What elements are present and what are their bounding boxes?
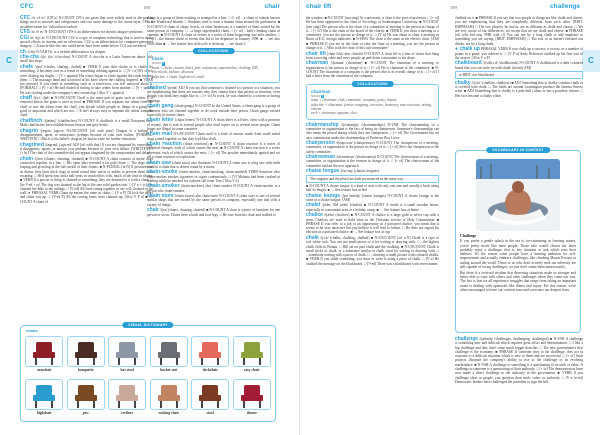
collocations-box-chain: COLLOCATIONS chain NOUN 1 noun + chain: cinema, hotel, pub, restaurant, supermarket; clothing, DIY, electricals, fashion; discount adjective + chain: high-street, retail [147, 51, 280, 83]
definition-text: (chain letters) N-COUNT A chain letter is a letter, often with a promise of money, that is sent to several people who send copies on to several more people. Chain letters are illegal in some countries. [147, 118, 280, 131]
headword[interactable]: chalky [455, 79, 471, 86]
definition-text: (chain-smokes, chain-smoking, chain-smoked) VERB Someone who chain-smokes smokes cigarettes or cigars continuously. □ [V] Melanie had been crushed at waiting while he smoked for a phone call from Tom. [Also V n] [147, 170, 280, 183]
vocabulary-paragraph: But there is a received wisdom that deserving situations make us stronger and better able to cope with others and other challenges when they come our way. The fact is that we all experience struggles that range from taking an important exam to dealing with upheavals like illness and injury. For this reason, we're often encouraged to leave our comfort zone and overcome our deepest fears. [460, 270, 576, 293]
chair-label: recliner [121, 411, 134, 415]
chair-label: bar stool [120, 368, 134, 372]
headword[interactable]: CFS [20, 29, 30, 36]
right-page [300, 0, 600, 435]
definition-text: /siː dʒiː aɪ/ N-UNCOUNT CGI is a type of computer technology that is used to make special effects in cinema and on television. CGI is an abbreviation for computer-generated imagery. □ A movie like this one could never have been made before CGI was invented. [20, 35, 154, 49]
column-2 [147, 16, 280, 218]
headword[interactable]: chain reaction [147, 141, 182, 148]
definition-text: /tʃeɪf/ (chafes, chafing, chafed) ■ VERB If your skin chafes or is chafed by something, it becomes sore as a result of something rubbing against it. □ [V + n] My shorts were chafing my thighs. □ [V + against] His wrists began to chafe against the cords binding them. □ The massage band and scratched at his knee where the chafing lingered. ■ VERB [no passive] If you chafe at something such as a restriction, you feel annoyed about it. [FORMAL] □ [V + at] He had chafed at having to take orders from another. □ [V + under] He was chafing under the company's new ownership. [Also V + against] [20, 64, 153, 95]
collocations-tag: COLLOCATIONS [351, 81, 393, 87]
headword[interactable]: chairperson [306, 139, 335, 146]
headword[interactable]: challenge [455, 336, 479, 342]
page-number: 159 [450, 5, 457, 10]
headword[interactable]: chair lift [306, 50, 326, 57]
dictionary-entry [147, 104, 280, 117]
vocabulary-heading: Challenge [460, 234, 477, 238]
running-head-left: CFC [20, 3, 34, 10]
definition-text: /tʃeɪnd/ ADJ If you say that someone is chained to a person or a situation, you are emphasizing that there are reasons why they cannot leave that person or situation, even though you think they might like to. □ [+ to] At work, he was chained to a system of boring meetings. [147, 85, 280, 103]
collocations-keyword: chairman [311, 88, 331, 94]
chair-item[interactable] [67, 379, 106, 420]
visual-dictionary-panel [20, 325, 276, 422]
dictionary-entry [306, 203, 439, 212]
headword[interactable]: chafe [20, 63, 34, 70]
running-head-right: chair [264, 3, 280, 10]
collocation-line: adjective + chairman: former, outgoing, executive, honorary, non-executive, acting, interim [311, 102, 432, 112]
definition-text: /tʃeəwʊmən/ (chairwomen) N-COUNT The chairwoman of a meeting, committee, or organization is the woman in charge of it. □ [+ of] The chairwoman of the committee backed the new approach. [306, 155, 439, 168]
chair-item[interactable] [25, 379, 64, 420]
dictionary-entry [20, 157, 153, 204]
page-number: 158 [143, 5, 150, 10]
collocation-line: verb + chairman: appoint, elect [311, 111, 358, 116]
definition-text: (chain reactions) ■ N-COUNT A chain reaction is a series of chemical changes, each of which causes the next. ■ N-COUNT A chain reaction is a series of events, each of which causes the next. □ [+ of] The powder immediately ignited and set off a chain reaction of explosions. [147, 142, 280, 160]
chair-label: bucket seat [160, 368, 178, 372]
definition-text: /tʃɑː tʃɑː/ (cha-chas) N-COUNT A cha-cha is a Latin American dance with small fast steps. [20, 55, 153, 64]
dictionary-entry [306, 194, 439, 203]
dictionary-entry [455, 337, 583, 384]
definition-text: /ʃeɪz laʊndʒ/ (chaise lounges) N-COUNT A chaise lounge is the same as a chaise longue. [AM] [306, 193, 439, 202]
banquette-image [67, 336, 105, 367]
definition-text: /ʃeɪz lɒŋ/ (chaises longues) [340, 169, 379, 174]
vocabulary-in-context-panel [455, 150, 581, 333]
definition-text: /tʃeəpɜːsən/ (chairpersons) N-COUNT The chairperson of a meeting, committee, or organization is the person in charge of it. □ [+ of] She's the chairperson of the safety committee. [306, 140, 439, 154]
headword[interactable]: chairman [306, 60, 329, 67]
dictionary-entry [455, 71, 583, 79]
headword[interactable]: chain saw [147, 159, 171, 166]
definition-text: /tʃælɪs/ (chalices) ■ N-COUNT A chalice is a large gold or silver cup with a stem. Chalices are used to hold wine in the Christian service of Holy Communion. ■ PHRASE If you refer to a job or an opportunity as a poisoned chalice, you mean that it seems to be very attractive but you believe it will lead to failure. □ He does not regard his election as a poisoned chalice. ■ → See feature box at cup [306, 213, 439, 235]
collocations-keyword: chain [152, 56, 164, 62]
chair-item[interactable] [67, 336, 106, 377]
headword[interactable]: chairwoman [306, 154, 336, 161]
vocabulary-paragraph: If you prefer a gentle splash in the sea to ice-swimming in freezing waters, you're pretty much like most people. Those who would choose the latter probably enjoy a challenge, that is, any situation or task which tests their abilities. It's the reason some people have a burning ambition for self-improvement and actually embrace challenges, like climbing Mount Everest or sailing around the world. Those of us who don't actively seek out adversity are still capable of facing challenges; we just don't create them unnecessarily. [460, 239, 576, 270]
headword[interactable]: CGI [20, 34, 29, 41]
definition-text: /tʃeəmən/ (chairmen) ■ N-COUNT The chairman of a meeting or organization is the person in charge of it. □ [+ of] He is chairman of the committee. ■ N-COUNT The chairman of a company is the person who is in overall charge of it. □ [+ of] I had a letter from the chairman of the company. [306, 61, 439, 79]
headword[interactable]: chagrined [20, 141, 44, 148]
definition-text: the window. ■ N-COUNT [usu sing] At a university, a chair is the post of professor. □ [+ of] He has been appointed to the chair of Sociology at Southampton University. ■ N-COUNT [usu sing] The person who is the chair of a committee or meeting is the person in charge of it. □ [+ of] She is the chair of the board of the charity. ■ VERB If you chair a meeting or a committee, you are the person in charge of it. □ [V n] He was about to chair a meeting in Bonn of E.U. foreign ministers. ■ N-SING The chair is the same as the electric chair. [AM] ■ PHRASE If you are in the chair or take the chair at a meeting, you are the person in charge of it. □ Who took the chair of this sub-committee? [306, 16, 439, 51]
bucket-seat-image [150, 336, 188, 367]
definition-text: /tʃeɪn/ (chains, chaining, chained) ■ N-COUNT A chain consists of metal rings connected together in a line. □ His open shirt revealed a fat gold chain. □ The dogs were leaping and growling at the full stretch of their chains. ■ N-PLURAL [in N] If prisoners are in chains, they have thick rings of metal round their wrists or ankles to prevent them from escaping. □ He'd spent four and a half years in windowless cells, much of the time in chains. ■ VERB If a person or thing is chained to something, they are fastened to it with a chain. □ [be V-ed + to] The dog was chained to the leg of the one solid garden seat. □ [V n + to] She chained her bike to the railings. □ [V-ed] All were sitting together in our cell, chained to the wall. ● PHRASAL VERB Chain up means the same as chain. □ [V n P] I'll lock the doors and chain you up. □ [V-ed P] All the rowing boats were chained up. [Also V P n] ■ N-COUNT A chain of [20, 156, 154, 204]
chair-item[interactable] [25, 336, 64, 377]
chair-item[interactable] [150, 379, 189, 420]
visual-dictionary-title: chairs [26, 328, 38, 333]
definition-text: (chain gangs) N-COUNT In the United States, a chain gang is a group of prisoners who are chained together to do work outside their prison. Chain gangs existed especially in former times. [147, 104, 280, 117]
dictionary-entry [306, 16, 439, 50]
headword[interactable]: chair [147, 207, 159, 214]
column-2 [455, 16, 583, 99]
headword[interactable]: chalice [306, 212, 323, 219]
definition-text: /ʃægrɪnd, ʃəgriːnd/ ADJ [oft with that] If you are chagrined by something, it disappoints, upsets, or annoys you, perhaps because of your own failure. [WRITTEN] □ [+ by] The chair of the committee did not appear chagrined by the compromises and delays. [20, 142, 153, 156]
chair-label: armchair [37, 368, 52, 372]
dictionary-entry [147, 184, 280, 193]
deckchair-image [191, 336, 229, 367]
dictionary-entry [455, 16, 583, 46]
chair-item[interactable] [108, 379, 147, 420]
dictionary-entry [20, 96, 153, 117]
dictionary-entry [20, 36, 153, 49]
headword[interactable]: ch. [20, 48, 28, 55]
collocations-tag: COLLOCATIONS [192, 48, 234, 54]
headword[interactable]: chain mail [147, 131, 173, 138]
chair-label: stool [206, 411, 214, 415]
highchair-image [25, 379, 63, 410]
headword[interactable]: chain [20, 155, 34, 162]
dictionary-entry [147, 118, 280, 131]
dictionary-entry [306, 52, 439, 61]
running-head-right: challenge [550, 3, 580, 10]
headword[interactable]: chagrin [20, 127, 39, 134]
thumb-index-tab[interactable]: C [582, 50, 600, 72]
thumb-index-tab[interactable]: C [0, 50, 18, 72]
headword[interactable]: chain store [147, 193, 174, 200]
bar-stool-image [108, 336, 146, 367]
rocking-chair-image [150, 379, 188, 410]
column-2-bottom [455, 337, 583, 385]
headword[interactable]: chain letter [147, 117, 174, 124]
dictionary-entry [20, 55, 153, 64]
definition-text: things is a group of them existing or arranged in a line. □ [+ of] ...a chain of islands known as the Windward Islands. □ Students tried to form a human chain around the parliament. ■ N-COUNT A chain of shops, hotels, or other businesses is a number of them owned by the same person or company. □ ...a large supermarket chain. □ [+ of] ...Italy's leading chain of cinemas. ■ N-COUNT A chain of events is a series of them happening one after another. □ [+ of] ...the bizarre chain of events that led to his departure in January 1998. ■ → see also food chain ■ → See feature box at bicycle ● chain up → see chain 3 [147, 16, 280, 46]
armchair-image [25, 336, 63, 367]
dictionary-entry [306, 236, 439, 266]
column-1 [20, 16, 153, 205]
definition-text: /tʃælɪndʒ/ (challenges, challenging, challenged) ■ N-VAR A challenge is something new and difficult which requires great effort and determination. □ I like a big challenge and they don't come much bigger than this. □ The new government's first challenge is the economy. ■ PHRASE If someone rises to the challenge, they act in response to a difficult situation which is new to them and are successful. □ [+ of] Such projects illustrate the company's ability to rise to the challenge of an evolving marketplace. ■ N-VAR A challenge to something is a questioning of its truth or value. A challenge to someone is a questioning of their authority. □ [+ to] The demonstrators have now made a direct challenge to the authority of the government. ■ VERB If you challenge ideas or people, you question their truth, value, or authority. □ [V n to-inf] Democratic leaders have challenged the president to sign the bill. [455, 337, 583, 384]
chair-item[interactable] [233, 336, 272, 377]
collocation-line: noun + chain: cinema, hotel, pub, restaurant, supermarket; clothing, DIY, electricals, fashion; discount [152, 65, 259, 75]
definition-text: /ʃægrɪn, ʃəgriːn/ N-UNCOUNT [oft with poss] Chagrin is a feeling of disappointment, upset, or annoyance, perhaps because of your own failure. [FORMAL, WRITTEN] □ Much to his father's chagrin, he had no taste for further education. [20, 128, 153, 142]
throne-image [233, 379, 271, 410]
chair-item[interactable] [150, 336, 189, 377]
chair-label: highchair [36, 411, 52, 415]
headword[interactable]: chairmanship [306, 121, 339, 128]
definition-text: /tʃɔːki/ (chalkier, chalkiest) ■ ADJ Something that is chalky contains chalk or is covered with chalk. □ The fields are around Leamington produce the famous Sussex wine. ■ ADJ Something that is chalky is a pale dull colour or has a powdery texture. □ Her face became a chalky white. [455, 80, 583, 98]
chairs-grid [25, 336, 271, 420]
chair-item[interactable] [233, 379, 272, 420]
stool-image [191, 379, 229, 410]
vocabulary-in-context-tag: VOCABULARY IN CONTEXT [486, 147, 550, 153]
definition-text: /tʃɔːkbɔːd/ (chalkboards) N-COUNT A chalkboard is a dark coloured board that you can write on with chalk. [mainly AM] [455, 61, 583, 70]
part-of-speech: NOUN [152, 61, 161, 66]
dictionary-entry [147, 161, 280, 170]
headword[interactable]: chaffinch [20, 117, 43, 124]
dictionary-entry [20, 65, 153, 95]
chair-label: rocking chair [158, 411, 180, 415]
dictionary-entry [306, 123, 439, 140]
dictionary-entry [147, 194, 280, 207]
headword[interactable]: CFC [20, 15, 31, 21]
definition-text: chalked on it. ■ PHRASE If you say that two people or things are like chalk and cheese, you are emphasizing that they are completely different from each other. [BRIT, EMPHASIS] □ The two players, he insists, are as different as chalk and cheese. □ We are very aware of our differences, we accept that we are chalk and cheese. ■ PHRASE [oft with brd neg, PHR with cl] You can use by a long chalk to add emphasis to something you are saying. [BRIT, EMPHASIS] □ The rest of us haven't finished our drinks, not by a long chalk. [455, 16, 583, 46]
dictionary-entry [147, 170, 280, 183]
headword[interactable]: chalkboard [455, 60, 482, 67]
dictionary-entry [20, 30, 153, 34]
definition-text: /tʃɔːk/ (chalks, chalking, chalked) ■ N-UNCOUNT [oft n N] Chalk is a type of soft white rock. You can use small pieces of it for writing or drawing with. □ ...the highest chalk cliffs in Britain. □ Hill sat on past chalk and the chalking. ■ N-UNCOUNT Chalk is small sticks of chalk, or a substance similar to chalk, used for writing or drawing with. □ ...somebody writing with a piece of chalk. □ ...drawing a small picture with coloured chalks. ■ VERB If you chalk something, you draw or write it using a piece of chalk. □ [V n] He chalked the message on the blackboard. □ [V-ed] There was a blackboard with seven names [306, 235, 439, 266]
dictionary-entry [147, 86, 280, 103]
dictionary-entry [147, 142, 280, 159]
definition-text: /tʃæfɪntʃ/ (chaffinches) N-COUNT A chaffinch is a small European bird. Male chaffinches have reddish-brown breasts and grey heads. [20, 118, 153, 128]
definition-text: (chain saws) also chainsaw N-COUNT A chain saw is a big saw with teeth fixed in a chain that is driven round by a motor. [147, 160, 280, 169]
definition-text: /tʃeə/ (chairs, chairing, chaired) ■ N-COUNT A chair is a piece of furniture for one person to sit on. Chairs have a back and four legs. □ He rose from his chair and walked to [147, 208, 280, 217]
definition-text: /siː ef es/ N-UNCOUNT CFS is an abbreviation for chronic fatigue syndrome. [30, 30, 144, 35]
chair-item[interactable] [108, 336, 147, 377]
column-1 [306, 16, 439, 267]
visual-dictionary-tag: VISUAL DICTIONARY [122, 322, 173, 328]
headword[interactable]: chain gang [147, 103, 174, 110]
chair-label: throne [246, 411, 257, 415]
ice-swimmer-photo [476, 159, 560, 231]
chair-label: pew [82, 411, 89, 415]
dictionary-entry [455, 47, 583, 60]
dictionary-entry [147, 16, 280, 46]
chair-item[interactable] [191, 379, 230, 420]
collocation-line: noun + chairman: club, committee, company, party; deputy [311, 98, 397, 103]
recliner-image [108, 379, 146, 410]
chair-item[interactable] [191, 336, 230, 377]
chair-label: deckchair [202, 368, 218, 372]
collocations-box-chairman: COLLOCATIONS chairman NOUN 1 noun + chairman: club, committee, company, party; deputy adjective + chairman: former, outgoing, executive, honorary, non-executive, acting, interim verb + chairman: appoint, elect [306, 84, 439, 120]
headword[interactable]: chained [147, 84, 166, 91]
dictionary-entry [306, 169, 439, 173]
definition-text: (chair lifts) also chairlift N-COUNT A chair lift is a line of chairs that hang from a moving cable and carry people up and down a mountain or ski slope. [306, 51, 439, 60]
definition-text: /tʃɑːf, tʃæf/ ■ N-UNCOUNT Chaff is the outer part of grain such as wheat. It is removed before the grain is used as food. ■ PHRASE If you separate the wheat from the chaff or sort the wheat from the chaff, you decide which people or things in a group are good or important and which are not. □ It isn't always easy to separate the wheat from the chaff. [20, 96, 153, 118]
headword[interactable]: chain-smoke [147, 169, 178, 176]
headword[interactable]: chalk [306, 234, 319, 241]
headword[interactable]: chaise longue [306, 168, 340, 175]
collocation-line: adjective + chain: high-street, retail [152, 74, 205, 79]
dictionary-entry [455, 81, 583, 98]
definition-text: ■ N-COUNT A chaise longue is a kind of sofa with only one arm and usually a back along half its length. ■ → See feature box at bed [306, 183, 439, 193]
definition-text: (chain-smokers) also chain smoker N-COUNT A chain-smoker is a person who chain-smokes. [147, 184, 281, 193]
dictionary-entry [306, 184, 439, 193]
easy-chair-image [233, 336, 271, 367]
definition-text: (chain stores) also chain-store N-COUNT A chain store is one of several similar shops that are owned by the same person or company, especially one that sells a variety of things. [147, 194, 280, 207]
headword[interactable]: chaff [20, 95, 32, 102]
dictionary-entry [306, 141, 439, 154]
dictionary-entry [20, 16, 153, 29]
headword[interactable]: chaise lounge [306, 192, 340, 199]
dictionary-entry [20, 119, 153, 128]
dictionary-entry [306, 213, 439, 234]
dictionary-entry [147, 132, 280, 141]
definition-text: /siː ef siː/ (CFCs) N-COUNT CFCs are gases that were widely used in the past in things such as aerosols and refrigerators and can cause damage to the ozone layer. CFC is an abbreviation for 'chlorofluorocarbon'. [20, 16, 153, 29]
dictionary-entry [147, 208, 280, 217]
pronunciation-note: The singular and the plural are both pronounced in the same way. [306, 175, 439, 183]
dictionary-entry [306, 155, 439, 168]
chair-label: easy chair [244, 368, 260, 372]
pew-image [67, 379, 105, 410]
dictionary-entry [455, 61, 583, 70]
running-head-left: chair lift [306, 3, 332, 10]
definition-text: PHRASAL VERB If you chalk up a success, a victory, or a number of points in a game, you achieve it. □ [V P n] Andy Robinson chalked up his first win of the season. [Also V n P] [455, 47, 583, 60]
dictionary-entry [20, 50, 153, 54]
definition-text: (chs) N-VAR Ch. is a written abbreviation for chapter. [28, 49, 107, 54]
usage-note: in BRIT, use blackboard [455, 71, 583, 79]
chair-label: banquette [78, 368, 94, 372]
headword[interactable]: chalet [306, 202, 321, 209]
definition-text: /ʃæleɪ, AM ʃæleɪ/ (chalets) ■ N-COUNT A chalet is a small wooden house, especially in a mountain area or a holiday camp. ■ → See feature box at home [306, 203, 439, 212]
headword[interactable]: cha-cha [20, 54, 39, 61]
dictionary-entry [20, 143, 153, 156]
definition-text: /tʃeəmənʃɪp/ (chairmanships) N-VAR The chairmanship of a committee or organization is the fact of being its chairperson. Someone's chairmanship can also mean the period during which they are chairperson. □ [+ of] The Government has set up a commission under the chairmanship of Professor Roy Lowe. [306, 122, 439, 140]
headword[interactable]: chain-smoker [147, 183, 180, 190]
dictionary-entry [306, 61, 439, 78]
part-of-speech: NOUN [311, 93, 320, 98]
dictionary-entry [20, 129, 153, 142]
headword[interactable]: ● chalk up [455, 46, 480, 53]
definition-text: N-UNCOUNT Chain mail is a kind of armour made from small metal rings joined together so that they look like cloth. [147, 132, 280, 141]
